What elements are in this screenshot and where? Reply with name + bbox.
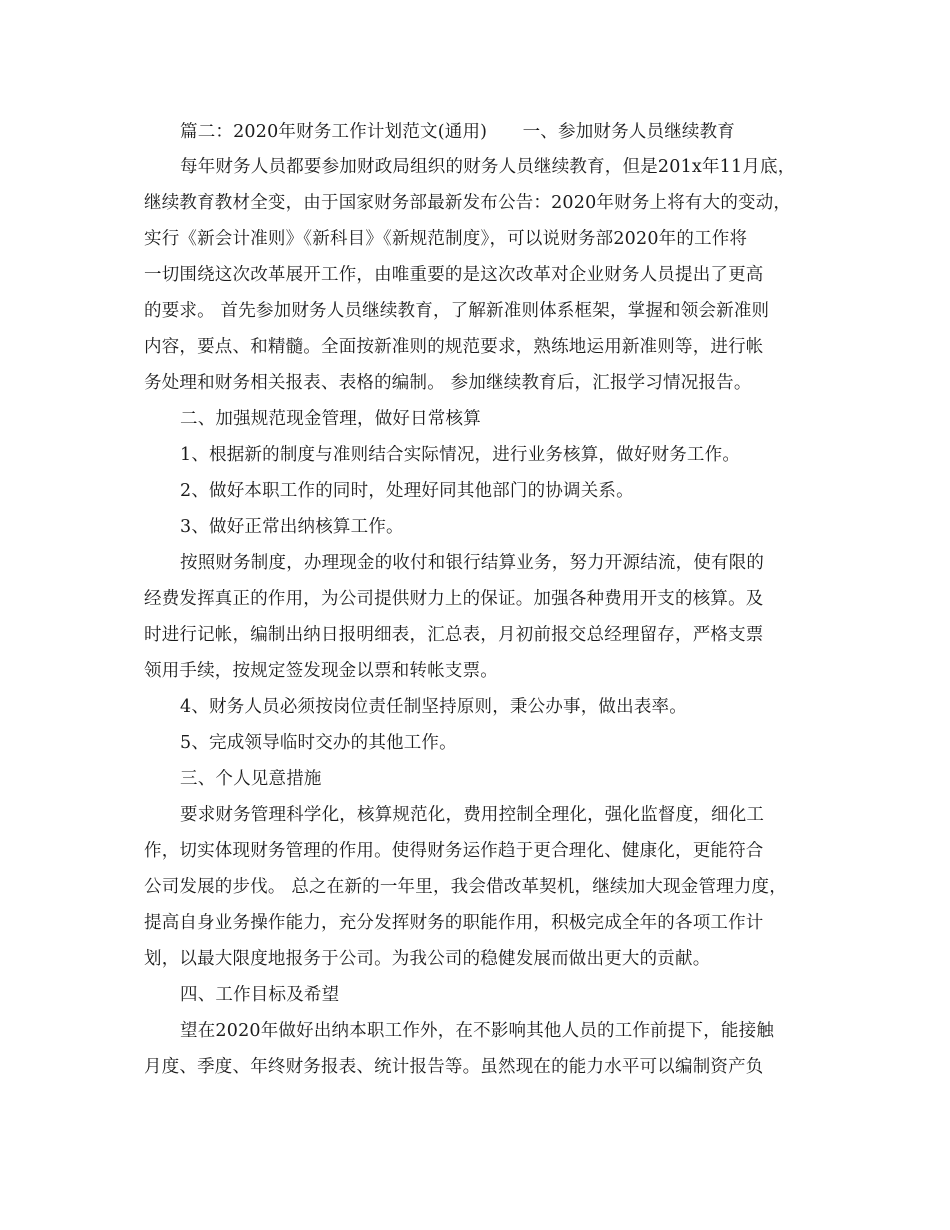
paragraph-line: 一切围绕这次改革展开工作，由唯重要的是这次改革对企业财务人员提出了更高 — [144, 265, 764, 285]
list-item: 4、财务人员必须按岗位责任制坚持原则，秉公办事，做出表率。 — [180, 697, 687, 717]
paragraph-line: 要求财务管理科学化，核算规范化，费用控制全理化，强化监督度，细化工 — [180, 805, 765, 825]
paragraph-line: 时进行记帐，编制出纳日报明细表，汇总表，月初前报交总经理留存，严格支票 — [144, 625, 764, 645]
paragraph-line: 作，切实体现财务管理的作用。使得财务运作趋于更合理化、健康化，更能符合 — [144, 841, 764, 861]
paragraph-line: 划，以最大限度地报务于公司。为我公司的稳健发展而做出更大的贡献。 — [144, 949, 711, 969]
paragraph-line: 实行《新会计准则》《新科目》《新规范制度》，可以说财务部2020年的工作将 — [144, 229, 748, 249]
paragraph-line: 务处理和财务相关报表、表格的编制。 参加继续教育后，汇报学习情况报告。 — [144, 373, 752, 393]
paragraph-line: 继续教育教材全变，由于国家财务部最新发布公告：2020年财务上将有大的变动， — [144, 193, 792, 213]
document-title-line: 篇二：2020年财务工作计划范文(通用) 一、参加财务人员继续教育 — [180, 122, 735, 142]
list-item: 5、完成领导临时交办的其他工作。 — [180, 733, 457, 753]
paragraph-line: 内容，要点、和精髓。全面按新准则的规范要求，熟练地运用新准则等，进行帐 — [144, 337, 764, 357]
list-item: 2、做好本职工作的同时，处理好同其他部门的协调关系。 — [180, 481, 634, 501]
list-item: 1、根据新的制度与准则结合实际情况，进行业务核算，做好财务工作。 — [180, 445, 741, 465]
section-heading: 二、加强规范现金管理，做好日常核算 — [180, 409, 481, 429]
paragraph-line: 的要求。 首先参加财务人员继续教育，了解新准则体系框架，掌握和领会新准则 — [144, 301, 770, 321]
paragraph-line: 按照财务制度，办理现金的收付和银行结算业务，努力开源结流，使有限的 — [180, 553, 765, 573]
paragraph-line: 月度、季度、年终财务报表、统计报告等。虽然现在的能力水平可以编制资产负 — [144, 1057, 764, 1077]
paragraph-line: 公司发展的步伐。 总之在新的一年里，我会借改革契机，继续加大现金管理力度， — [144, 877, 787, 897]
paragraph-line: 经费发挥真正的作用，为公司提供财力上的保证。加强各种费用开支的核算。及 — [144, 589, 764, 609]
list-item: 3、做好正常出纳核算工作。 — [180, 517, 404, 537]
paragraph-line: 每年财务人员都要参加财政局组织的财务人员继续教育，但是201x年11月底， — [180, 157, 796, 177]
paragraph-line: 提高自身业务操作能力，充分发挥财务的职能作用，积极完成全年的各项工作计 — [144, 913, 764, 933]
paragraph-line: 领用手续，按规定签发现金以票和转帐支票。 — [144, 661, 498, 681]
section-heading: 三、个人见意措施 — [180, 769, 322, 789]
paragraph-line: 望在2020年做好出纳本职工作外，在不影响其他人员的工作前提下，能接触 — [180, 1021, 775, 1041]
section-heading: 四、工作目标及希望 — [180, 985, 340, 1005]
